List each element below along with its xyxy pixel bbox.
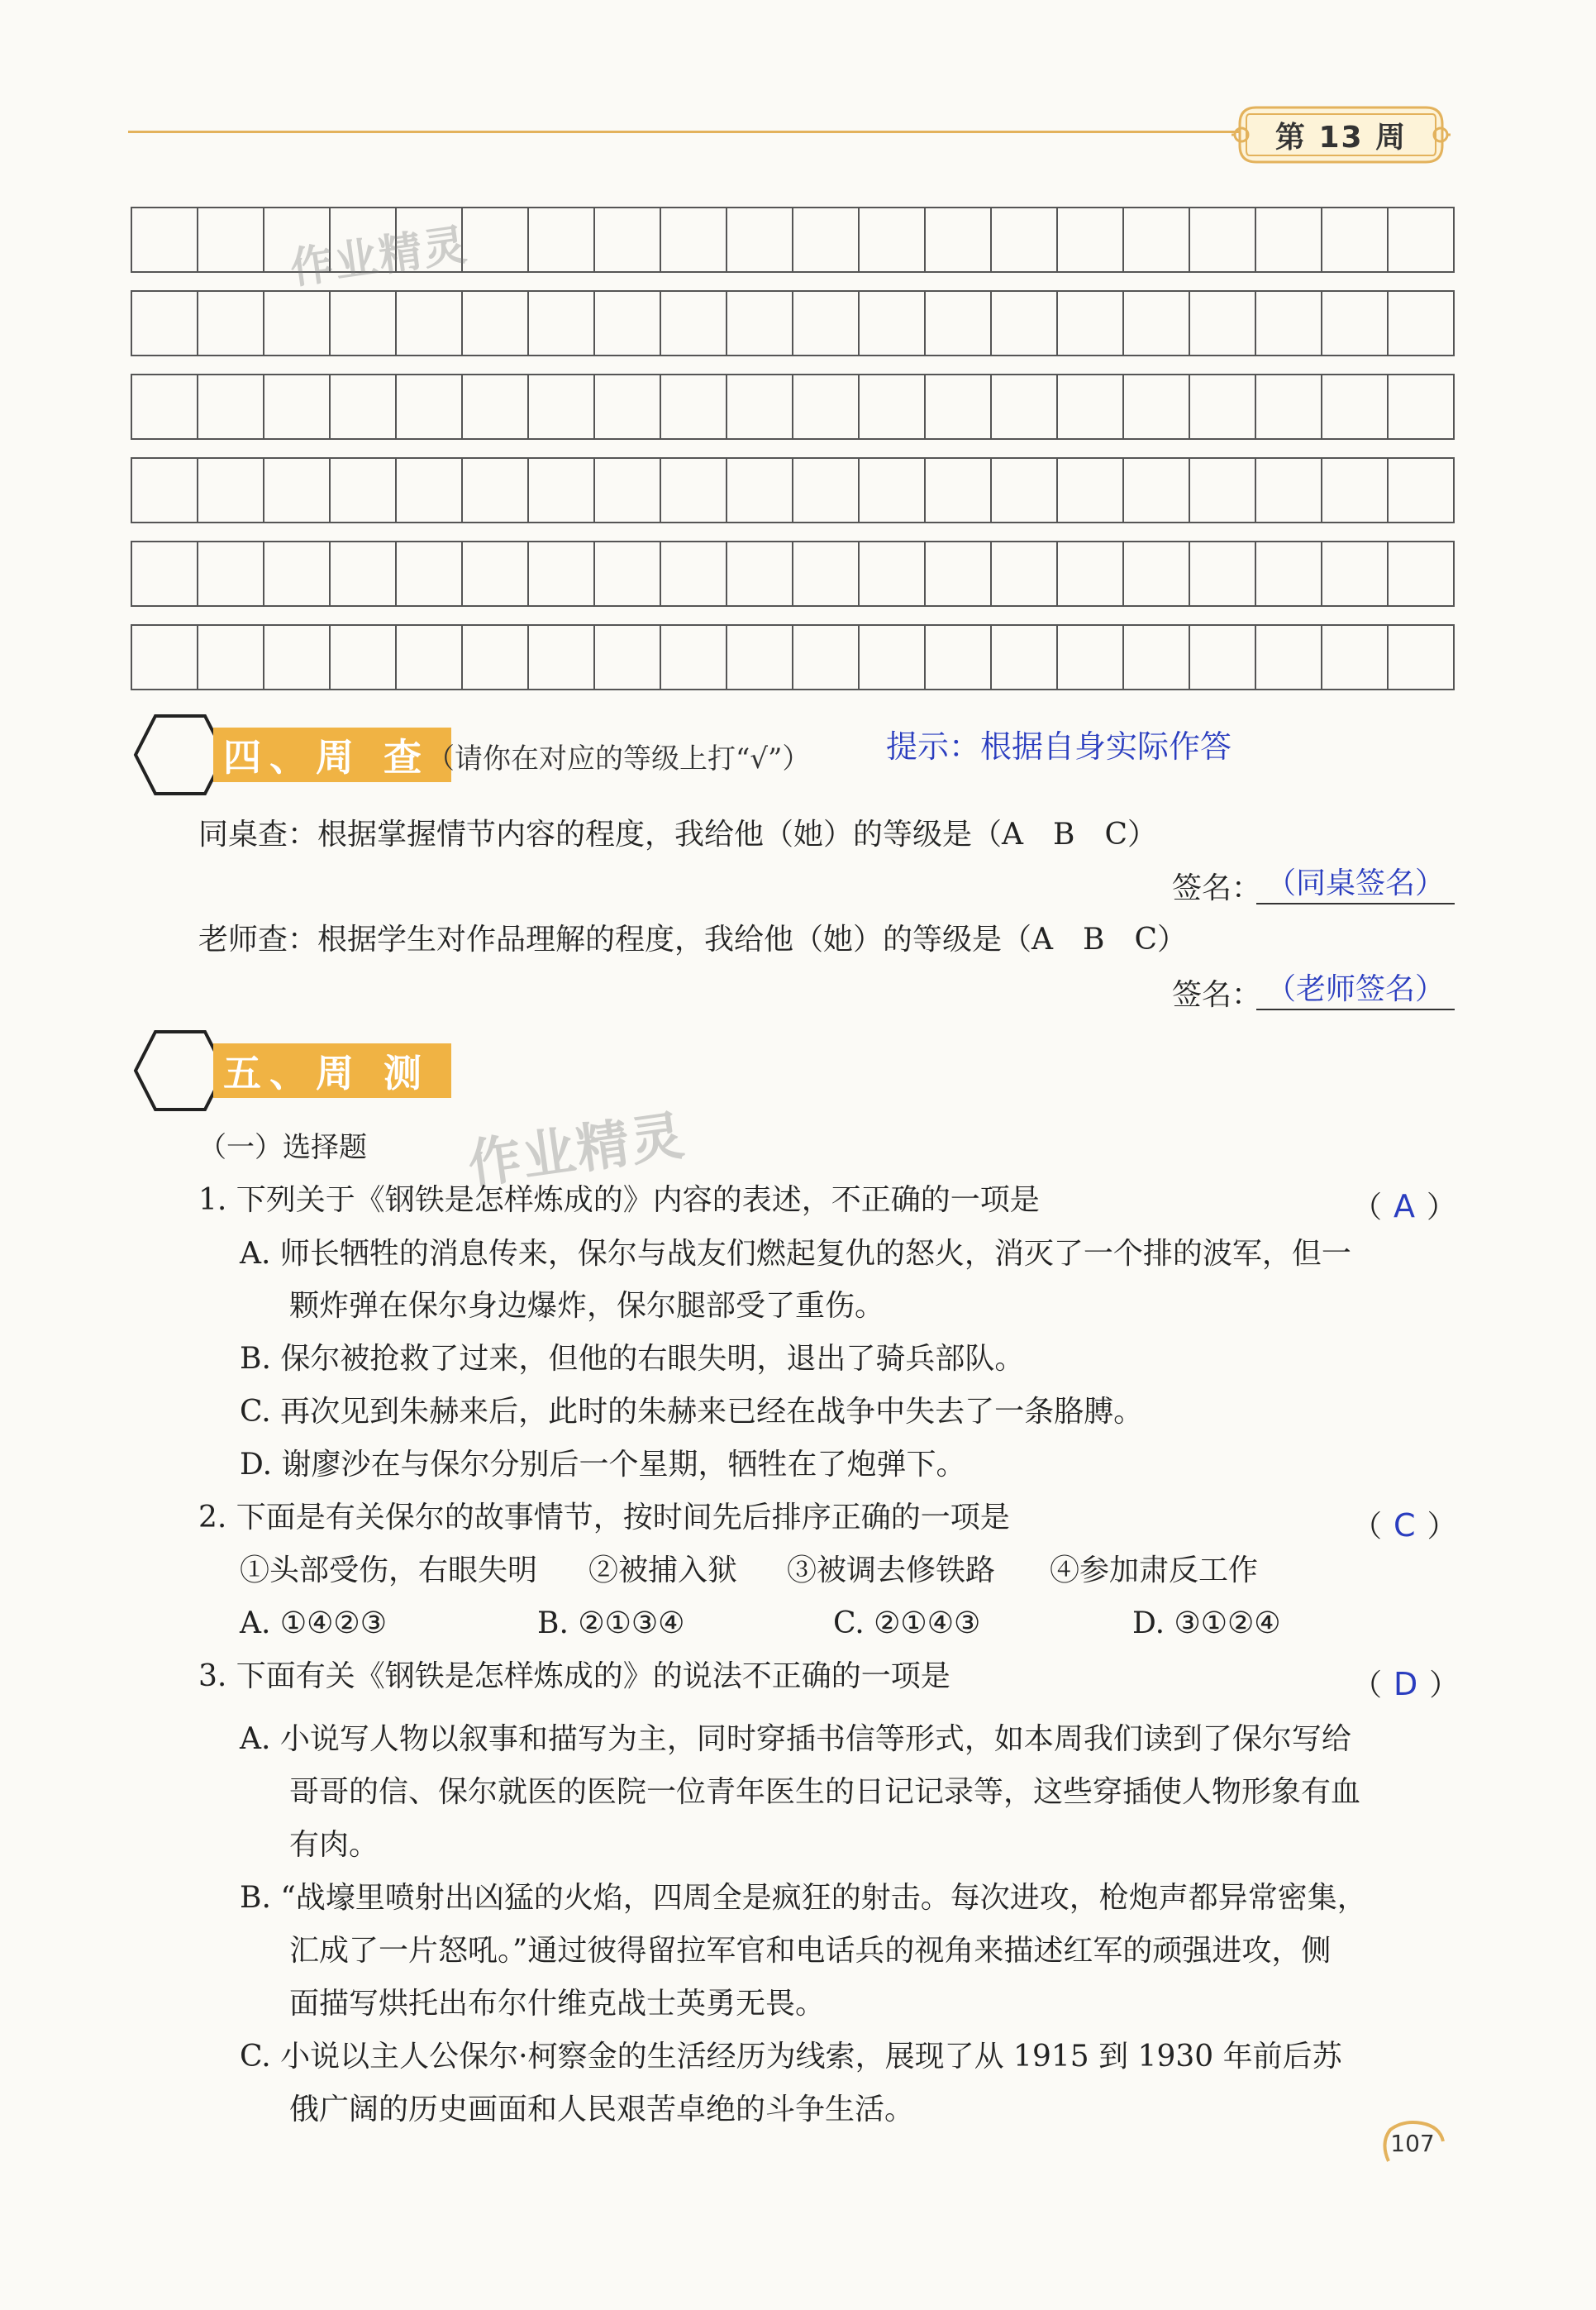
q2-stem: 2. 下面是有关保尔的故事情节，按时间先后排序正确的一项是 xyxy=(198,1501,1010,1534)
q1-option-d: D. 谢廖沙在与保尔分别后一个星期，牺牲在了炮弹下。 xyxy=(240,1448,966,1482)
q2-item-4: ④参加肃反工作 xyxy=(1050,1554,1259,1587)
grid-row[interactable] xyxy=(131,541,1455,607)
q3-option-b-cont2: 面描写烘托出布尔什维克战士英勇无畏。 xyxy=(289,1987,826,2021)
teacher-signature-value: （老师签名） xyxy=(1265,972,1445,1006)
watermark-top: 作业精灵 xyxy=(287,220,471,294)
section4-hint: 提示：根据自身实际作答 xyxy=(886,728,1232,765)
section4-note: （请你在对应的等级上打“√”） xyxy=(426,742,811,776)
q2-choice-c: C. ②①④③ xyxy=(833,1606,981,1640)
grid-row[interactable] xyxy=(131,457,1455,523)
section4-banner xyxy=(131,709,461,800)
q1-option-a: A. 师长牺牲的消息传来，保尔与战友们燃起复仇的怒火，消灭了一个排的波军，但一 xyxy=(240,1237,1351,1271)
deskmate-signature-value: （同桌签名） xyxy=(1265,866,1445,900)
grid-row[interactable] xyxy=(131,374,1455,440)
q3-option-b-cont: 汇成了一片怒吼。”通过彼得留拉军官和电话兵的视角来描述红军的顽强进攻，侧 xyxy=(289,1934,1332,1968)
q2-choice-d: D. ③①②④ xyxy=(1132,1606,1281,1640)
q1-answer-box[interactable]: （ A ） xyxy=(1352,1188,1457,1224)
q3-stem: 3. 下面有关《钢铁是怎样炼成的》的说法不正确的一项是 xyxy=(198,1659,950,1693)
q3-answer: D xyxy=(1394,1666,1418,1702)
teacher-signature-field[interactable] xyxy=(1256,966,1455,1010)
q2-answer-box[interactable]: （ C ） xyxy=(1352,1507,1457,1544)
q2-item-3: ③被调去修铁路 xyxy=(787,1554,996,1587)
section5-title: 五、周 测 xyxy=(213,1043,451,1098)
deskmate-check-line: 同桌查：根据掌握情节内容的程度，我给他（她）的等级是（A B C） xyxy=(198,818,1157,852)
teacher-sig-label: 签名： xyxy=(1172,978,1262,1012)
grid-row[interactable] xyxy=(131,290,1455,356)
deskmate-sig-label: 签名： xyxy=(1172,871,1262,905)
section4-title: 四、周 查 xyxy=(213,728,451,782)
q3-option-a-cont2: 有肉。 xyxy=(289,1828,379,1862)
grid-row[interactable] xyxy=(131,624,1455,690)
q2-item-1: ①头部受伤，右眼失明 xyxy=(240,1554,538,1587)
teacher-check-line: 老师查：根据学生对作品理解的程度，我给他（她）的等级是（A B C） xyxy=(198,923,1187,957)
subheading-choice: （一）选择题 xyxy=(198,1131,367,1164)
q3-answer-box[interactable]: （ D ） xyxy=(1352,1666,1460,1702)
q1-answer: A xyxy=(1394,1188,1416,1224)
q1-stem: 1. 下列关于《钢铁是怎样炼成的》内容的表述，不正确的一项是 xyxy=(198,1183,1040,1217)
header-rule xyxy=(128,131,1240,133)
q2-choice-a: A. ①④②③ xyxy=(240,1606,387,1640)
q2-choice-b: B. ②①③④ xyxy=(537,1606,685,1640)
q1-option-b: B. 保尔被抢救了过来，但他的右眼失明，退出了骑兵部队。 xyxy=(240,1342,1025,1376)
q3-option-b: B. “战壕里喷射出凶猛的火焰，四周全是疯狂的射击。每次进攻，枪炮声都异常密集， xyxy=(240,1881,1367,1915)
q3-option-c: C. 小说以主人公保尔·柯察金的生活经历为线索，展现了从 1915 到 1930 年前后苏 xyxy=(240,2040,1342,2074)
week-badge xyxy=(1232,99,1451,170)
deskmate-signature-field[interactable] xyxy=(1256,860,1455,904)
page-number-badge xyxy=(1379,2118,1446,2168)
q2-item-2: ②被捕入狱 xyxy=(588,1554,738,1587)
section5-banner xyxy=(131,1025,461,1116)
watermark-mid: 作业精灵 xyxy=(464,1105,689,1196)
page-number: 107 xyxy=(1390,2129,1435,2157)
q1-option-c: C. 再次见到朱赫来后，此时的朱赫来已经在战争中失去了一条胳膊。 xyxy=(240,1395,1144,1429)
q3-option-a: A. 小说写人物以叙事和描写为主，同时穿插书信等形式，如本周我们读到了保尔写给 xyxy=(240,1722,1351,1756)
q1-option-a-cont: 颗炸弹在保尔身边爆炸，保尔腿部受了重伤。 xyxy=(289,1289,885,1323)
week-label: 第 13 周 xyxy=(1274,120,1408,155)
q2-answer: C xyxy=(1394,1507,1416,1544)
q3-option-c-cont: 俄广阔的历史画面和人民艰苦卓绝的斗争生活。 xyxy=(289,2093,915,2126)
q3-option-a-cont: 哥哥的信、保尔就医的医院一位青年医生的日记记录等，这些穿插使人物形象有血 xyxy=(289,1775,1361,1809)
